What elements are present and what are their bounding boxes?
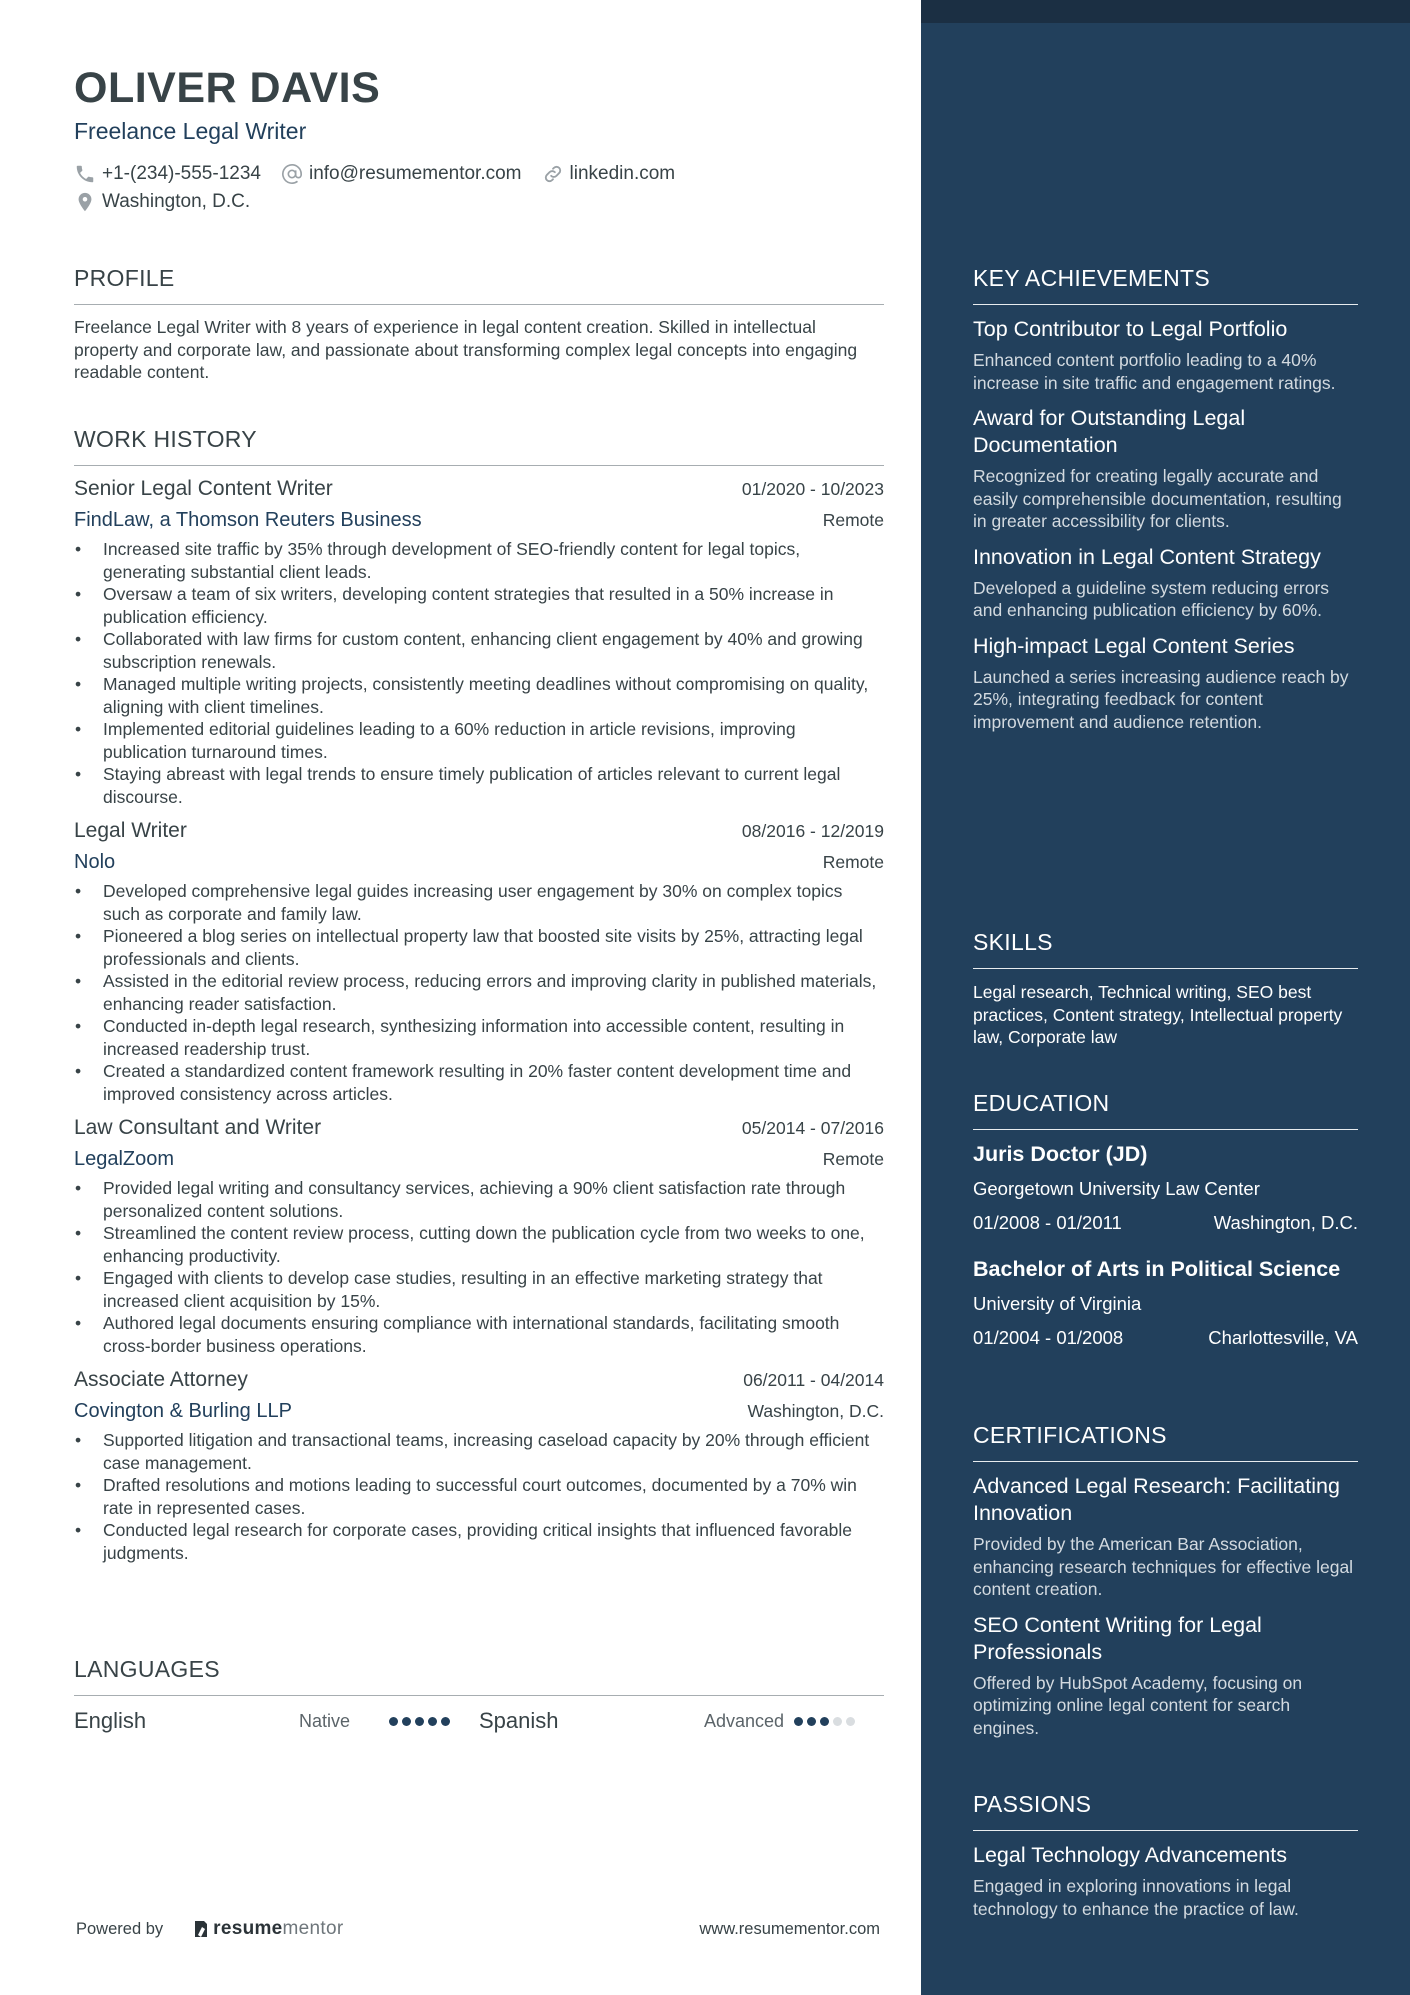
skills-section [973,929,1358,1049]
passions-heading: PASSIONS [973,1791,1358,1831]
sidebar [921,0,1410,1995]
achievement-desc: Developed a guideline system reducing errors and enhancing publication efficiency by 60%. [973,577,1330,620]
certification-desc: Provided by the American Bar Association, enhancing research techniques for effective legal content creation. [973,1534,1354,1599]
contact-info [74,160,854,216]
rating-dot-filled [415,1717,424,1726]
brand-light: mentor [282,1918,344,1939]
job-company: Nolo [74,851,116,873]
achievement-item [973,405,1358,533]
certification-item [973,1473,1358,1601]
language-item [479,1708,884,1734]
language-rating [794,1717,855,1726]
education-school: University of Virginia [973,1293,1142,1314]
achievement-desc: Enhanced content portfolio leading to a 40% increase in site traffic and engagement ratings. [973,350,1336,393]
certification-item [973,1612,1358,1740]
bullet-item: • Created a standardized content framework resulting in 20% faster content development time and improved consistency across articles. [74,1060,884,1105]
achievements-section [973,265,1358,733]
languages-section [74,1656,884,1734]
language-level: Native [299,1710,351,1731]
education-location: Charlottesville, VA [1208,1327,1358,1348]
location-text: Washington, D.C. [102,191,251,212]
achievement-desc: Launched a series increasing audience reach by 25%, integrating feedback for content improvement and audience retention. [973,666,1349,732]
brand-bold: resume [213,1918,283,1939]
certifications-heading: CERTIFICATIONS [973,1422,1358,1462]
rating-dot-empty [846,1717,855,1726]
rating-dot-filled [428,1717,437,1726]
job-location: Remote [822,852,884,872]
job-role: Senior Legal Content Writer [74,477,333,500]
language-name: Spanish [479,1708,559,1733]
education-school: Georgetown University Law Center [973,1178,1260,1199]
contact-location [74,191,250,213]
certification-title: SEO Content Writing for Legal Professionals [973,1612,1262,1664]
candidate-name: OLIVER DAVIS [74,64,381,112]
job-company: Covington & Burling LLP [74,1400,292,1422]
bullet-item: • Drafted resolutions and motions leading to successful court outcomes, documented by a 70% win rate in represented cases. [74,1474,884,1519]
job-entry [74,1368,884,1564]
education-item [973,1256,1358,1349]
skills-text: Legal research, Technical writing, SEO best practices, Content strategy, Intellectual property law, Corporate law [973,982,1343,1047]
bullet-item: • Developed comprehensive legal guides increasing user engagement by 30% on complex topics such as corporate and family law. [74,880,884,925]
job-role: Legal Writer [74,819,187,842]
rating-dot-filled [807,1717,816,1726]
powered-by [76,1918,343,1940]
powered-by-label: Powered by [76,1919,164,1938]
job-bullets [74,1177,884,1357]
bullet-item: • Conducted in-depth legal research, synthesizing information into accessible content, resulting in increased readership trust. [74,1015,884,1060]
education-dates: 01/2008 - 01/2011 [973,1212,1122,1233]
contact-phone[interactable] [74,163,261,185]
education-item [973,1141,1358,1234]
passion-desc: Engaged in exploring innovations in legal technology to enhance the practice of law. [973,1876,1299,1919]
phone-icon [74,163,96,185]
education-dates: 01/2004 - 01/2008 [973,1327,1124,1348]
passion-item [973,1842,1358,1920]
contact-email[interactable] [281,163,522,185]
achievement-title: Top Contributor to Legal Portfolio [973,317,1288,341]
achievement-item [973,316,1358,394]
language-rating [389,1717,450,1726]
achievement-item [973,633,1358,734]
location-pin-icon [74,191,96,213]
work-history-section [74,426,884,1564]
bullet-item: • Conducted legal research for corporate cases, providing critical insights that influenced favorable judgments. [74,1519,884,1564]
passion-title: Legal Technology Advancements [973,1843,1287,1867]
rating-dot-filled [820,1717,829,1726]
bullet-item: • Increased site traffic by 35% through development of SEO-friendly content for legal topics, generating substantial client leads. [74,538,884,583]
footer [76,1918,880,1940]
rating-dot-empty [833,1717,842,1726]
resumementor-logo-icon [193,1919,209,1939]
job-dates: 06/2011 - 04/2014 [743,1370,884,1390]
bullet-item: • Assisted in the editorial review process, reducing errors and improving clarity in published materials, enhancing reader satisfaction. [74,970,884,1015]
email-text: info@resumementor.com [308,163,522,184]
bullet-item: • Implemented editorial guidelines leading to a 60% reduction in article revisions, improving publication turnaround times. [74,718,884,763]
rating-dot-filled [389,1717,398,1726]
link-icon [542,163,564,185]
contact-linkedin[interactable] [542,163,676,185]
achievement-title: Award for Outstanding Legal Documentation [973,406,1246,457]
language-name: English [74,1708,147,1733]
achievement-title: Innovation in Legal Content Strategy [973,544,1321,569]
profile-heading: PROFILE [74,265,884,305]
education-degree: Juris Doctor (JD) [973,1142,1148,1166]
bullet-item: • Engaged with clients to develop case studies, resulting in an effective marketing strategy that increased client acquisition by 15%. [74,1267,884,1312]
certification-desc: Offered by HubSpot Academy, focusing on optimizing online legal content for search engines. [973,1672,1303,1738]
rating-dot-filled [794,1717,803,1726]
skills-heading: SKILLS [973,929,1358,969]
job-bullets [74,880,884,1105]
candidate-title: Freelance Legal Writer [74,118,307,144]
education-section [973,1090,1358,1349]
job-bullets [74,1429,884,1564]
job-bullets [74,538,884,808]
bullet-item: • Supported litigation and transactional teams, increasing caseload capacity by 20% through efficient case management. [74,1429,884,1474]
education-location: Washington, D.C. [1213,1212,1358,1233]
job-location: Remote [822,510,884,530]
bullet-item: • Pioneered a blog series on intellectual property law that boosted site visits by 25%, attracting legal professionals and clients. [74,925,884,970]
job-location: Washington, D.C. [747,1401,884,1421]
profile-section [74,265,884,384]
job-dates: 08/2016 - 12/2019 [741,821,884,841]
languages-heading: LANGUAGES [74,1656,884,1696]
education-heading: EDUCATION [973,1090,1358,1130]
job-role: Associate Attorney [74,1368,248,1391]
job-company: FindLaw, a Thomson Reuters Business [74,509,422,531]
brand-logo[interactable] [193,1918,343,1940]
bullet-item: • Provided legal writing and consultancy services, achieving a 90% client satisfaction rate through personalized content solutions. [74,1177,884,1222]
job-entry [74,477,884,808]
certification-title: Advanced Legal Research: Facilitating Innovation [973,1474,1340,1525]
passions-section [973,1791,1358,1920]
phone-text: +1-(234)-555-1234 [102,163,261,184]
work-history-heading: WORK HISTORY [74,426,884,466]
job-dates: 05/2014 - 07/2016 [741,1118,884,1138]
linkedin-text: linkedin.com [569,163,676,184]
profile-text: Freelance Legal Writer with 8 years of experience in legal content creation. Skilled in intellectual property and corporate law, and passionate about transforming complex legal concepts into engaging readable content. [74,317,858,382]
job-dates: 01/2020 - 10/2023 [741,479,884,499]
achievement-desc: Recognized for creating legally accurate and easily comprehensible documentation, resulting in greater accessibility for clients. [973,466,1342,531]
job-entry [74,819,884,1105]
achievement-title: High-impact Legal Content Series [973,633,1295,658]
language-item [74,1708,479,1734]
job-location: Remote [822,1149,884,1169]
bullet-item: • Collaborated with law firms for custom content, enhancing client engagement by 40% and growing subscription renewals. [74,628,884,673]
job-role: Law Consultant and Writer [74,1116,322,1139]
education-degree: Bachelor of Arts in Political Science [973,1257,1341,1281]
certifications-section [973,1422,1358,1739]
job-entry [74,1116,884,1357]
rating-dot-filled [402,1717,411,1726]
at-sign-icon [281,163,303,185]
language-level: Advanced [704,1710,785,1731]
bullet-item: • Oversaw a team of six writers, developing content strategies that resulted in a 50% increase in publication efficiency. [74,583,884,628]
achievement-item [973,544,1358,622]
footer-website[interactable]: www.resumementor.com [699,1919,880,1938]
bullet-item: • Authored legal documents ensuring compliance with international standards, facilitating smooth cross-border business operations. [74,1312,884,1357]
bullet-item: • Staying abreast with legal trends to ensure timely publication of articles relevant to current legal discourse. [74,763,884,808]
bullet-item: • Streamlined the content review process, cutting down the publication cycle from two weeks to one, enhancing productivity. [74,1222,884,1267]
rating-dot-filled [441,1717,450,1726]
achievements-heading: KEY ACHIEVEMENTS [973,265,1358,305]
bullet-item: • Managed multiple writing projects, consistently meeting deadlines without compromising on quality, aligning with client timelines. [74,673,884,718]
sidebar-top-bar [921,0,1410,23]
job-company: LegalZoom [74,1148,175,1170]
